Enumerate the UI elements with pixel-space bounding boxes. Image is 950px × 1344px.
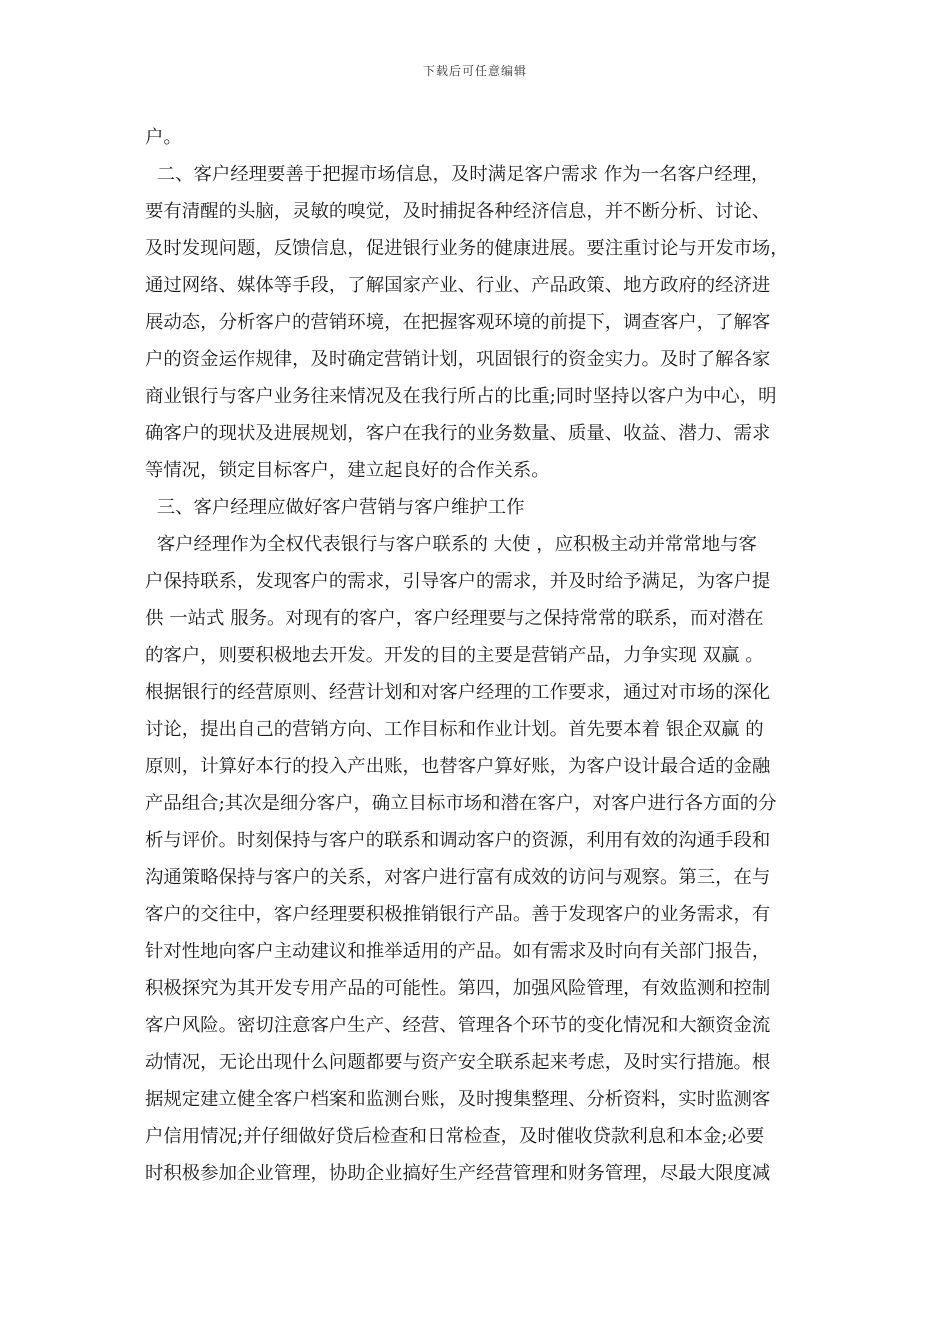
text-line: 积极探究为其开发专用产品的可能性。第四，加强风险管理，有效监测和控制: [145, 978, 771, 999]
text-line: 二、客户经理要善于把握市场信息，及时满足客户需求 作为一名客户经理，: [145, 164, 770, 185]
text-line: 客户的交往中，客户经理要积极推销银行产品。善于发现客户的业务需求，有: [145, 904, 771, 925]
text-line: 供 一站式 服务。对现有的客户，客户经理要与之保持常常的联系，而对潜在: [145, 608, 764, 629]
text-line: 户信用情况;并仔细做好贷后检查和日常检查，及时催收贷款利息和本金;必要: [145, 1126, 765, 1147]
text-line: 通过网络、媒体等手段，了解国家产业、行业、产品政策、地方政府的经济进: [145, 275, 771, 296]
text-line: 针对性地向客户主动建议和推举适用的产品。如有需求及时向有关部门报告，: [145, 941, 771, 962]
text-line: 析与评价。时刻保持与客户的联系和调动客户的资源，利用有效的沟通手段和: [145, 830, 771, 851]
text-line: 客户经理作为全权代表银行与客户联系的 大使 ，应积极主动并常常地与客: [145, 534, 757, 555]
text-line: 户保持联系，发现客户的需求，引导客户的需求，并及时给予满足，为客户提: [145, 571, 771, 592]
text-line: 等情况，锁定目标客户，建立起良好的合作关系。: [145, 460, 550, 481]
text-line: 沟通策略保持与客户的关系，对客户进行富有成效的访问与观察。第三，在与: [145, 867, 771, 888]
text-line: 户。: [145, 127, 182, 148]
text-line: 商业银行与客户业务往来情况及在我行所占的比重;同时坚持以客户为中心，明: [145, 386, 777, 407]
text-line: 展动态，分析客户的营销环境，在把握客观环境的前提下，调查客户，了解客: [145, 312, 771, 333]
text-line: 产品组合;其次是细分客户，确立目标市场和潜在客户，对客户进行各方面的分: [145, 793, 777, 814]
text-line: 时积极参加企业管理，协助企业搞好生产经营管理和财务管理，尽最大限度减: [145, 1163, 771, 1184]
text-line: 讨论，提出自己的营销方向、工作目标和作业计划。首先要本着 银企双赢 的: [145, 719, 764, 740]
text-line: 动情况，无论出现什么问题都要与资产安全联系起来考虑，及时实行措施。根: [145, 1052, 771, 1073]
text-line: 的客户，则要积极地去开发。开发的目的主要是营销产品，力争实现 双赢 。: [145, 645, 764, 666]
page-header: 下载后可任意编辑: [422, 64, 527, 78]
text-line: 据规定建立健全客户档案和监测台账，及时搜集整理、分析资料，实时监测客: [145, 1089, 771, 1110]
text-line: 确客户的现状及进展规划，客户在我行的业务数量、质量、收益、潜力、需求: [145, 423, 771, 444]
text-line: 原则，计算好本行的投入产出账，也替客户算好账，为客户设计最合适的金融: [145, 756, 771, 777]
text-line: 及时发现问题，反馈信息，促进银行业务的健康进展。要注重讨论与开发市场，: [145, 238, 789, 259]
text-line: 户的资金运作规律，及时确定营销计划，巩固银行的资金实力。及时了解各家: [145, 349, 771, 370]
text-line: 要有清醒的头脑，灵敏的嗅觉，及时捕捉各种经济信息，并不断分析、讨论、: [145, 201, 771, 222]
text-line: 客户风险。密切注意客户生产、经营、管理各个环节的变化情况和大额资金流: [145, 1015, 771, 1036]
text-line: 根据银行的经营原则、经营计划和对客户经理的工作要求，通过对市场的深化: [145, 682, 771, 703]
document-body: [145, 119, 810, 1192]
section-heading: 三、客户经理应做好客户营销与客户维护工作: [145, 497, 525, 518]
